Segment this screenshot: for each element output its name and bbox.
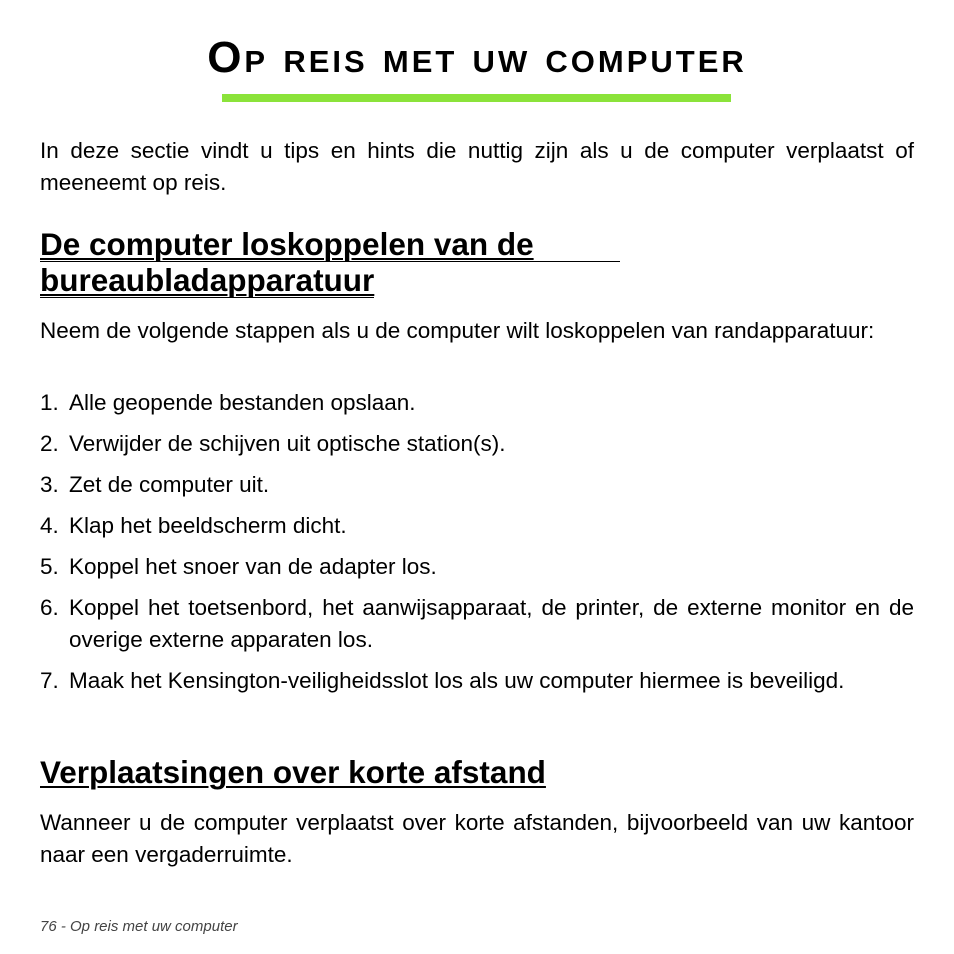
heading-short-distance	[40, 754, 546, 790]
list-item	[40, 665, 914, 697]
list-item	[40, 387, 914, 419]
step-text: Alle geopende bestanden opslaan.	[69, 390, 416, 415]
step-text: Zet de computer uit.	[69, 472, 270, 497]
intro-paragraph: In deze sectie vindt u tips en hints die nuttig zijn als u de computer verplaatst of meeneemt op reis.	[40, 138, 914, 195]
step-text: Koppel het toetsenbord, het aanwijsapparaat, de printer, de externe monitor en de overige externe apparaten los.	[69, 595, 914, 652]
step-number: 4.	[40, 513, 59, 538]
title-accent-bar	[222, 94, 731, 102]
step-number: 2.	[40, 431, 59, 456]
step-number: 7.	[40, 668, 59, 693]
disconnect-intro-paragraph: Neem de volgende stappen als u de computer wilt loskoppelen van randapparatuur:	[40, 318, 875, 343]
heading-disconnect-line2: bureaubladapparatuur	[40, 262, 375, 298]
heading-short-distance-text: Verplaatsingen over korte afstand	[40, 754, 546, 790]
short-distance-paragraph: Wanneer u de computer verplaatst over korte afstanden, bijvoorbeeld van uw kantoor naar een vergaderruimte.	[40, 810, 914, 867]
page-footer: 76 - Op reis met uw computer	[40, 918, 238, 935]
list-item	[40, 551, 914, 583]
step-text: Koppel het snoer van de adapter los.	[69, 554, 437, 579]
disconnect-steps-list	[40, 387, 914, 706]
step-number: 3.	[40, 472, 59, 497]
list-item	[40, 510, 914, 542]
step-text: Klap het beeldscherm dicht.	[69, 513, 347, 538]
step-number: 1.	[40, 390, 59, 415]
heading-disconnect	[40, 226, 640, 298]
list-item	[40, 592, 914, 656]
step-number: 5.	[40, 554, 59, 579]
page-title: Op reis met uw computer	[207, 33, 747, 82]
list-item	[40, 469, 914, 501]
list-item	[40, 428, 914, 460]
step-text: Verwijder de schijven uit optische station(s).	[69, 431, 506, 456]
step-number: 6.	[40, 595, 59, 620]
step-text: Maak het Kensington-veiligheidsslot los als uw computer hiermee is beveiligd.	[69, 668, 845, 693]
heading-disconnect-line1: De computer loskoppelen van de	[40, 228, 620, 262]
